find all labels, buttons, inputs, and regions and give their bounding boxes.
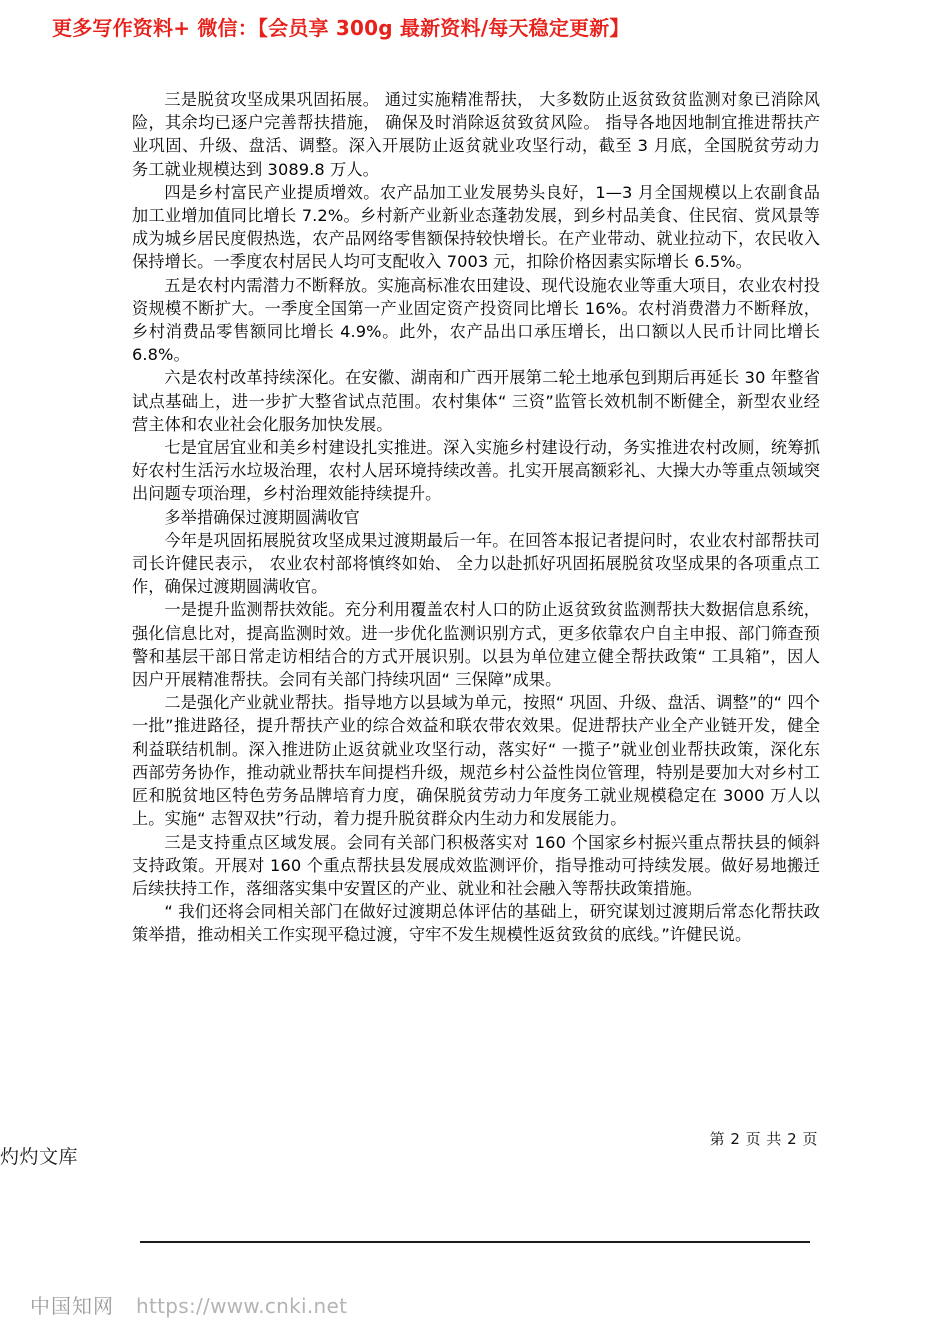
paragraph: 今年是巩固拓展脱贫攻坚成果过渡期最后一年。在回答本报记者提问时，农业农村部帮扶司司长许健民表示， 农业农村部将慎终如始、 全力以赴抓好巩固拓展脱贫攻坚成果的各项重点工作，确保过渡期圆满收官。: [132, 530, 820, 597]
source-attribution: [30, 1290, 347, 1319]
paragraph: 五是农村内需潜力不断释放。实施高标准农田建设、现代设施农业等重大项目，农业农村投资规模不断扩大。一季度全国第一产业固定资产投资同比增长 16%。农村消费潜力不断释放，乡村消费品零售额同比增长 4.9%。此外，农产品出口承压增长，出口额以人民币计同比增长 6.8%。: [132, 275, 820, 365]
page-number: 第 2 页 共 2 页: [709, 1130, 818, 1148]
footer-divider: [140, 1241, 810, 1243]
paragraph: 六是农村改革持续深化。在安徽、湖南和广西开展第二轮土地承包到期后再延长 30 年整省试点基础上，进一步扩大整省试点范围。农村集体“ 三资”监管长效机制不断健全，新型农业经营主体和农业社会化服务加快发展。: [132, 368, 820, 434]
paragraph: 一是提升监测帮扶效能。充分利用覆盖农村人口的防止返贫致贫监测帮扶大数据信息系统，强化信息比对，提高监测时效。进一步优化监测识别方式，更多依靠农户自主申报、部门筛查预警和基层干部日常走访相结合的方式开展识别。以县为单位建立健全帮扶政策“ 工具箱”，因人因户开展精准帮扶。会同有关部门持续巩固“ 三保障”成果。: [132, 600, 820, 690]
paragraph: 三是脱贫攻坚成果巩固拓展。 通过实施精准帮扶， 大多数防止返贫致贫监测对象已消除风险，其余均已逐户完善帮扶措施， 确保及时消除返贫致贫风险。 指导各地因地制宜推进帮扶产业巩固、升级、盘活、调整。深入开展防止返贫就业攻坚行动，截至 3 月底，全国脱贫劳动力务工就业规模达到 3089.8 万人。: [132, 90, 820, 179]
source-url: https://www.cnki.net: [136, 1294, 348, 1318]
article-body: [132, 88, 820, 947]
library-watermark: 灼灼文库: [0, 1146, 79, 1168]
paragraph: 四是乡村富民产业提质增效。农产品加工业发展势头良好，1—3 月全国规模以上农副食品加工业增加值同比增长 7.2%。乡村新产业新业态蓬勃发展，到乡村品美食、住民宿、赏风景等成为城乡居民度假热选，农产品网络零售额保持较快增长。在产业带动、就业拉动下，农民收入保持增长。一季度农村居民人均可支配收入 7003 元，扣除价格因素实际增长 6.5%。: [132, 182, 820, 272]
paragraph: 二是强化产业就业帮扶。指导地方以县域为单元，按照“ 巩固、升级、盘活、调整”的“ 四个一批”推进路径，提升帮扶产业的综合效益和联农带农效果。促进帮扶产业全产业链开发，健全利益联结机制。深入推进防止返贫就业攻坚行动，落实好“ 一揽子”就业创业帮扶政策，深化东西部劳务协作，推动就业帮扶车间提档升级，规范乡村公益性岗位管理，特别是要加大对乡村工匠和脱贫地区特色劳务品牌培育力度，确保脱贫劳动力年度务工就业规模稳定在 3000 万人以上。实施“ 志智双扶”行动，着力提升脱贫群众内生动力和发展能力。: [132, 693, 820, 829]
source-name: 中国知网: [30, 1294, 114, 1318]
paragraph: 三是支持重点区域发展。会同有关部门积极落实对 160 个国家乡村振兴重点帮扶县的倾斜支持政策。开展对 160 个重点帮扶县发展成效监测评价，指导推动可持续发展。做好易地搬迁后续扶持工作，落细落实集中安置区的产业、就业和社会融入等帮扶政策措施。: [132, 832, 820, 898]
section-subheading: 多举措确保过渡期圆满收官: [164, 507, 360, 527]
paragraph: “ 我们还将会同相关部门在做好过渡期总体评估的基础上，研究谋划过渡期后常态化帮扶政策举措，推动相关工作实现平稳过渡，守牢不发生规模性返贫致贫的底线。”许健民说。: [132, 902, 820, 945]
promo-header-text: 更多写作资料+ 微信：【会员享 300g 最新资料/每天稳定更新】: [52, 16, 630, 40]
paragraph: 七是宜居宜业和美乡村建设扎实推进。深入实施乡村建设行动，务实推进农村改厕，统筹抓好农村生活污水垃圾治理，农村人居环境持续改善。扎实开展高额彩礼、大操大办等重点领域突出问题专项治理，乡村治理效能持续提升。: [132, 438, 820, 504]
